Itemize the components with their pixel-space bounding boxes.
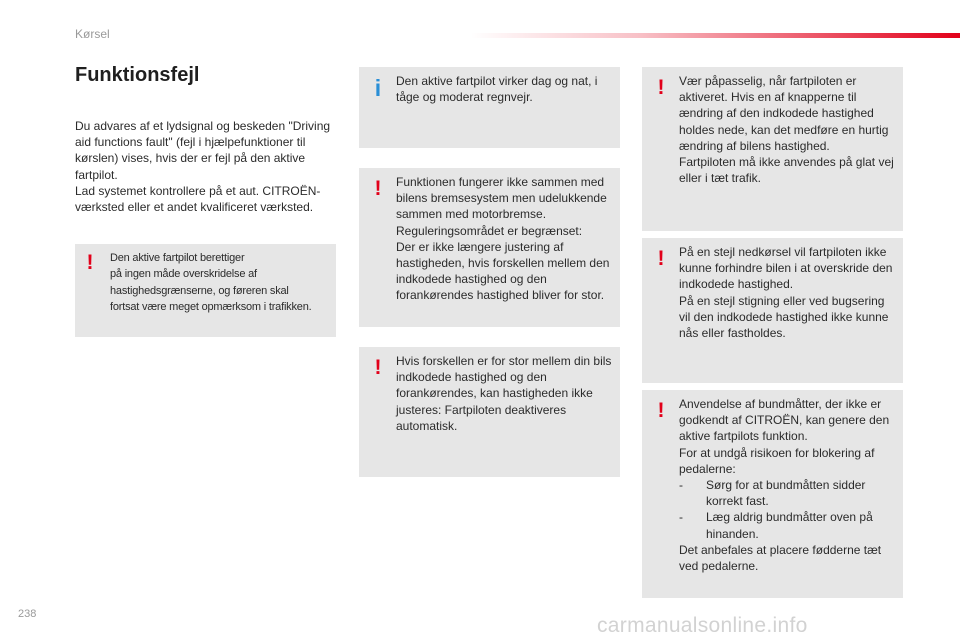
warning-note-brake-system <box>359 168 620 327</box>
note-paragraph: Funktionen fungerer ikke sammen med bilens bremsesystem men udelukkende sammen med motorbremse. <box>396 175 607 222</box>
watermark: carmanualsonline.info <box>597 614 808 637</box>
note-line: på ingen måde overskridelse af <box>110 268 257 281</box>
header-rule <box>470 33 960 38</box>
note-paragraph: Vær påpasselig, når fartpiloten er aktiveret. Hvis en af knapperne til ændring af den indkodede hastighed holdes nede, kan det medføre en hurtig ændring af bilens hastighed. <box>679 74 889 153</box>
bullet-text: Sørg for at bundmåtten sidder korrekt fast. <box>706 478 866 509</box>
warning-note-floor-mats <box>642 390 903 598</box>
note-paragraph: Fartpiloten må ikke anvendes på glat vej eller i tæt trafik. <box>679 155 894 186</box>
note-line: hastighedsgrænserne, og føreren skal <box>110 284 289 297</box>
warning-note-steep-road <box>642 238 903 383</box>
page-title: Funktionsfejl <box>75 64 200 86</box>
note-line: Den aktive fartpilot berettiger <box>110 252 245 264</box>
intro-text <box>75 118 340 215</box>
warning-icon: ! <box>374 356 382 379</box>
note-paragraph: Der er ikke længere justering af hastigheden, hvis forskellen mellem den indkodede hastighed og den forankørendes hastighed bliver for stor. <box>396 239 610 303</box>
warning-note-speed-limits <box>75 244 336 337</box>
info-note-conditions <box>359 67 620 148</box>
note-paragraph: På en stejl stigning eller ved bugsering vil den indkodede hastighed ikke kunne nås eller fastholdes. <box>679 293 889 341</box>
bullet-text: Læg aldrig bundmåtter oven på hinanden. <box>706 510 873 541</box>
list-item <box>679 477 895 509</box>
warning-icon: ! <box>657 399 665 422</box>
note-line: fortsat være meget opmærksom i trafikken. <box>110 300 312 313</box>
intro-paragraph: Du advares af et lydsignal og beskeden "Driving aid functions fault" (fejl i hjælpefunktioner til kørslen) vises, hvis der er fejl på den aktive fartpilot. <box>75 119 331 182</box>
warning-note-deactivation <box>359 347 620 477</box>
warning-icon: ! <box>374 177 382 200</box>
warning-icon: ! <box>657 247 665 270</box>
note-paragraph: Anvendelse af bundmåtter, der ikke er godkendt af CITROËN, kan genere den aktive fartpilots funktion. <box>679 397 890 444</box>
note-paragraph: Det anbefales at placere fødderne tæt ved pedalerne. <box>679 542 882 574</box>
note-text: Den aktive fartpilot virker dag og nat, i tåge og moderat regnvejr. <box>396 74 598 105</box>
bullet-dash: - <box>679 478 683 493</box>
note-paragraph: Hvis forskellen er for stor mellem din bils indkodede hastighed og den forankørendes, kan hastigheden ikke justeres: Fartpiloten deaktiveres automatisk. <box>396 354 612 433</box>
list-item <box>679 509 895 541</box>
note-paragraph: For at undgå risikoen for blokering af pedalerne: <box>679 445 875 476</box>
warning-icon: ! <box>657 76 665 99</box>
info-icon: i <box>374 75 382 101</box>
note-paragraph: Reguleringsområdet er begrænset: <box>396 223 583 238</box>
intro-paragraph: Lad systemet kontrollere på et aut. CITROËN-værksted eller et andet kvalificeret værksted. <box>75 183 321 215</box>
warning-icon: ! <box>86 251 94 274</box>
section-label: Kørsel <box>75 27 110 41</box>
page-number: 238 <box>18 608 37 620</box>
warning-note-careful-use <box>642 67 903 231</box>
note-paragraph: På en stejl nedkørsel vil fartpiloten ikke kunne forhindre bilen i at overskride den indkodede hastighed. <box>679 245 893 292</box>
bullet-dash: - <box>679 510 683 525</box>
